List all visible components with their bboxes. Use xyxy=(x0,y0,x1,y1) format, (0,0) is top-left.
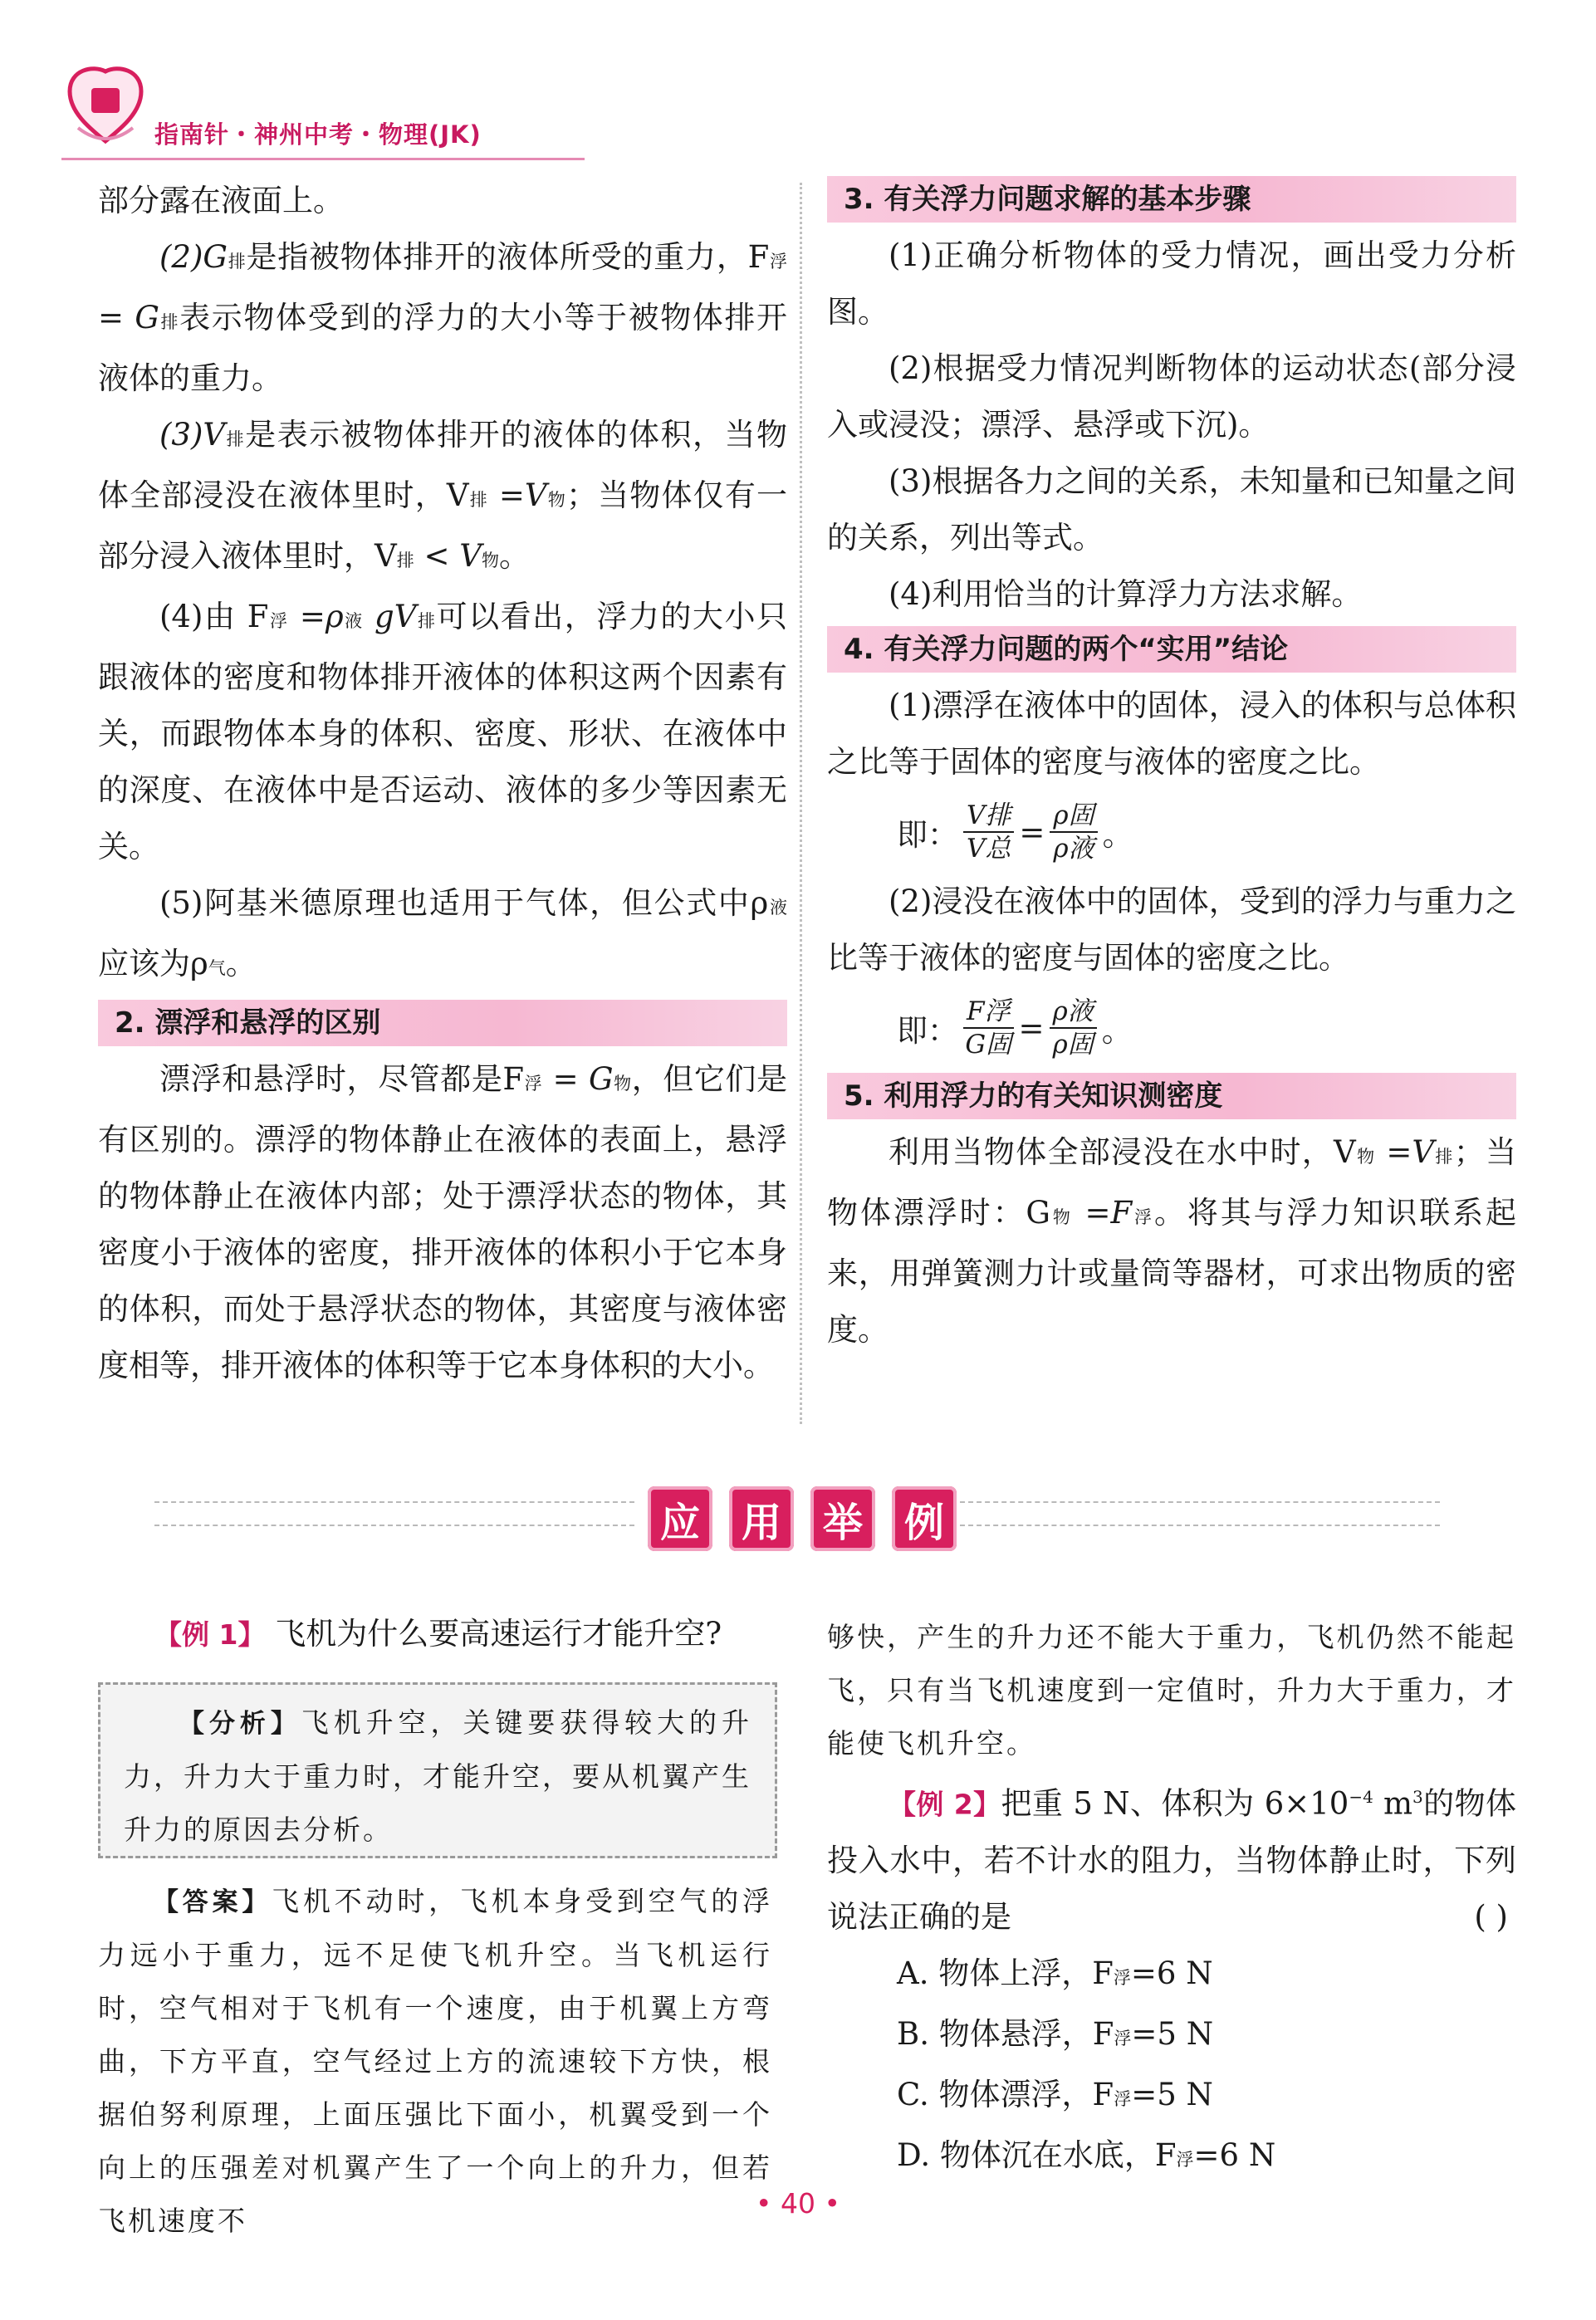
section-heading: 4. 有关浮力问题的两个“实用”结论 xyxy=(827,626,1516,673)
paragraph: 漂浮和悬浮时，尽管都是F浮 = G物，但它们是有区别的。漂浮的物体静止在液体的表面上，悬浮的物体静止在液体内部；处于漂浮状态的物体，其密度小于液体的密度，排开液体的体积小于它本身的体积，而处于悬浮状态的物体，其密度与液体密度相等，排开液体的体积等于它本身体积的大小。 xyxy=(98,1061,788,1383)
paragraph: (2)浸没在液体中的固体，受到的浮力与重力之比等于液体的密度与固体的密度之比。 xyxy=(827,883,1516,976)
example-1-answer: 【答案】飞机不动时，飞机本身受到空气的浮力远小于重力，远不足使飞机升空。当飞机运行时，空气相对于飞机有一个速度，由于机翼上方弯曲，下方平直，空气经过上方的流速较下方快，根据伯努利原理，上面压强比下面小，机翼受到一个向上的压强差对机翼产生了一个向上的升力，但若飞机速度不 xyxy=(98,1885,773,2237)
option-c: C. 物体漂浮，F浮=5 N xyxy=(897,2077,1213,2113)
paragraph: 利用当物体全部浸没在水中时，V物 =V排；当物体漂浮时：G物 =F浮。将其与浮力知识联系起来，用弹簧测力计或量筒等器材，可求出物质的密度。 xyxy=(827,1134,1517,1348)
paragraph: (1)正确分析物体的受力情况，画出受力分析图。 xyxy=(827,237,1516,330)
example-tag: 【例 1】 xyxy=(154,1618,266,1651)
section-heading: 2. 漂浮和悬浮的区别 xyxy=(98,1000,787,1046)
header-rule xyxy=(61,158,585,160)
paragraph: (1)漂浮在液体中的固体，浸入的体积与总体积之比等于固体的密度与液体的密度之比。 xyxy=(827,688,1516,780)
paragraph: 部分露在液面上。 xyxy=(98,183,344,218)
paragraph: (3)根据各力之间的关系，未知量和已知量之间的关系，列出等式。 xyxy=(827,463,1516,556)
analysis-box xyxy=(98,1682,777,1858)
analysis-text: 【分析】飞机升空，关键要获得较大的升力，升力大于重力时，才能升空，要从机翼产生升力的原因去分析。 xyxy=(124,1706,752,1846)
section-heading: 5. 利用浮力的有关知识测密度 xyxy=(827,1073,1516,1119)
left-column xyxy=(98,173,787,1394)
paragraph: (4)利用恰当的计算浮力方法求解。 xyxy=(889,576,1363,612)
option-b: B. 物体悬浮，F浮=5 N xyxy=(897,2016,1214,2053)
banner-divider-right xyxy=(960,1501,1440,1526)
paragraph: (2)根据受力情况判断物体的运动状态(部分浸入或浸没；漂浮、悬浮或下沉)。 xyxy=(827,350,1516,443)
section-banner xyxy=(648,1486,957,1551)
formula: 即： $\frac{\text{V排}}{\text{V总}}$ = $\frac{\text{ρ固}}{\text{ρ液}}$ 。 xyxy=(897,800,1133,864)
banner-char: 举 xyxy=(810,1486,875,1551)
option-a: A. 物体上浮，F浮=6 N xyxy=(897,1955,1213,1992)
column-divider xyxy=(800,183,802,1424)
header-series-title: 指南针・神州中考・物理(JK) xyxy=(154,120,482,149)
example-2-question: 【例 2】把重 5 N、体积为 $6\times 10^{-4}$ $m^3$的物体投入水中，若不计水的阻力，当物体静止时，下列说法正确的是 ( ) xyxy=(827,1769,1516,1946)
formula: 即： $\frac{\text{F浮}}{\text{G固}}$ = $\frac{\text{ρ液}}{\text{ρ固}}$ 。 xyxy=(897,996,1133,1060)
page-number: • 40 • xyxy=(756,2187,840,2220)
answer-bracket: ( ) xyxy=(1474,1899,1508,1936)
example-1-question: 【例 1】 飞机为什么要高速运行才能升空? xyxy=(154,1616,722,1652)
banner-char: 例 xyxy=(892,1486,957,1551)
paragraph: (5)阿基米德原理也适用于气体，但公式中ρ液应该为ρ气。 xyxy=(98,885,788,981)
paragraph: (3)V排是表示被物体排开的液体的体积，当物体全部浸没在液体里时，V排 =V物；当物体仅有一部分浸入液体里时，V排 < V物。 xyxy=(98,417,787,574)
example-1-answer-continued: 够快，产生的升力还不能大于重力，飞机仍然不能起飞，只有当飞机速度到一定值时，升力大于重力，才能使飞机升空。 xyxy=(827,1621,1516,1760)
publisher-logo-icon xyxy=(61,63,149,151)
paragraph: (2)G排是指被物体排开的液体所受的重力，F浮 = G排表示物体受到的浮力的大小等于被物体排开液体的重力。 xyxy=(98,239,788,396)
paragraph: (4)由 F浮 =ρ液 gV排可以看出，浮力的大小只跟液体的密度和物体排开液体的体积这两个因素有关，而跟物体本身的体积、密度、形状、在液体中的深度、在液体中是否运动、液体的多少等因素无关。 xyxy=(98,599,788,864)
option-d: D. 物体沉在水底，F浮=6 N xyxy=(897,2137,1276,2174)
banner-divider-left xyxy=(154,1501,634,1526)
banner-char: 用 xyxy=(729,1486,794,1551)
right-column xyxy=(827,173,1516,1358)
example-2 xyxy=(827,1769,1516,2188)
section-heading: 3. 有关浮力问题求解的基本步骤 xyxy=(827,176,1516,223)
banner-char: 应 xyxy=(648,1486,712,1551)
